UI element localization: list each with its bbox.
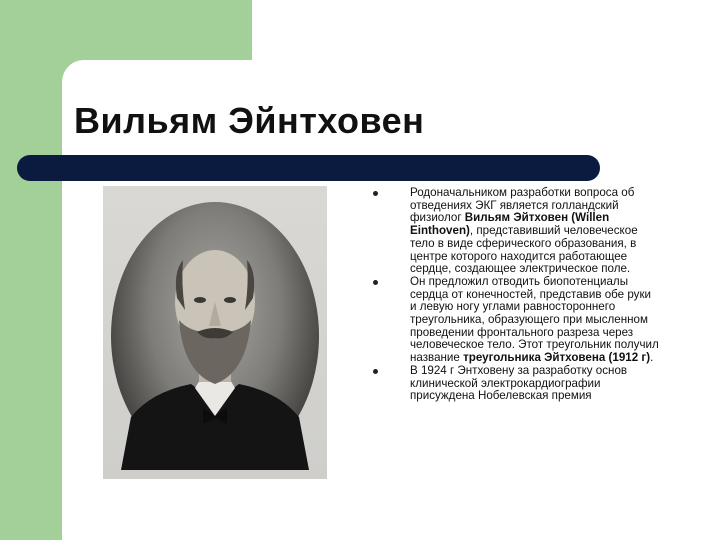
bullet-list [370,187,660,403]
bullet-bold-text: треугольника Эйтховена (1912 г) [463,351,651,365]
portrait-photo [103,186,327,479]
portrait-figure [111,202,319,470]
title-underline-bar [17,155,600,181]
bullet-text: , представивший человеческое тело в виде сферического образования, в центре которого находится работающее сердце, создающее электрическое поле. [410,224,638,276]
bullet-text: Родоначальником разработки вопроса об отведениях ЭКГ является голландский физиолог [410,186,635,225]
bullet-item [370,187,660,276]
bullet-item [370,276,660,365]
bullet-text: . [650,351,654,365]
bullet-item [370,365,660,403]
bullet-dot-icon [373,369,378,374]
bullet-bold-text: Вильям Эйтховен (Willen Einthoven) [410,211,610,238]
bullet-text: Он предложил отводить биопотенциалы сердца от конечностей, представив обе руки и левую ногу углами равностороннего треугольника, образующего при мысленном проведении фронтального разреза через человеческое тело. Этот треугольник получил название [410,274,659,365]
portrait-oval [111,202,319,470]
bullet-dot-icon [373,191,378,196]
bullet-text: В 1924 г Энтховену за разработку основ клинической электрокардиографии присуждена Нобелевская премия [410,363,628,403]
bullet-dot-icon [373,280,378,285]
slide-title: Вильям Эйнтховен [74,100,425,141]
